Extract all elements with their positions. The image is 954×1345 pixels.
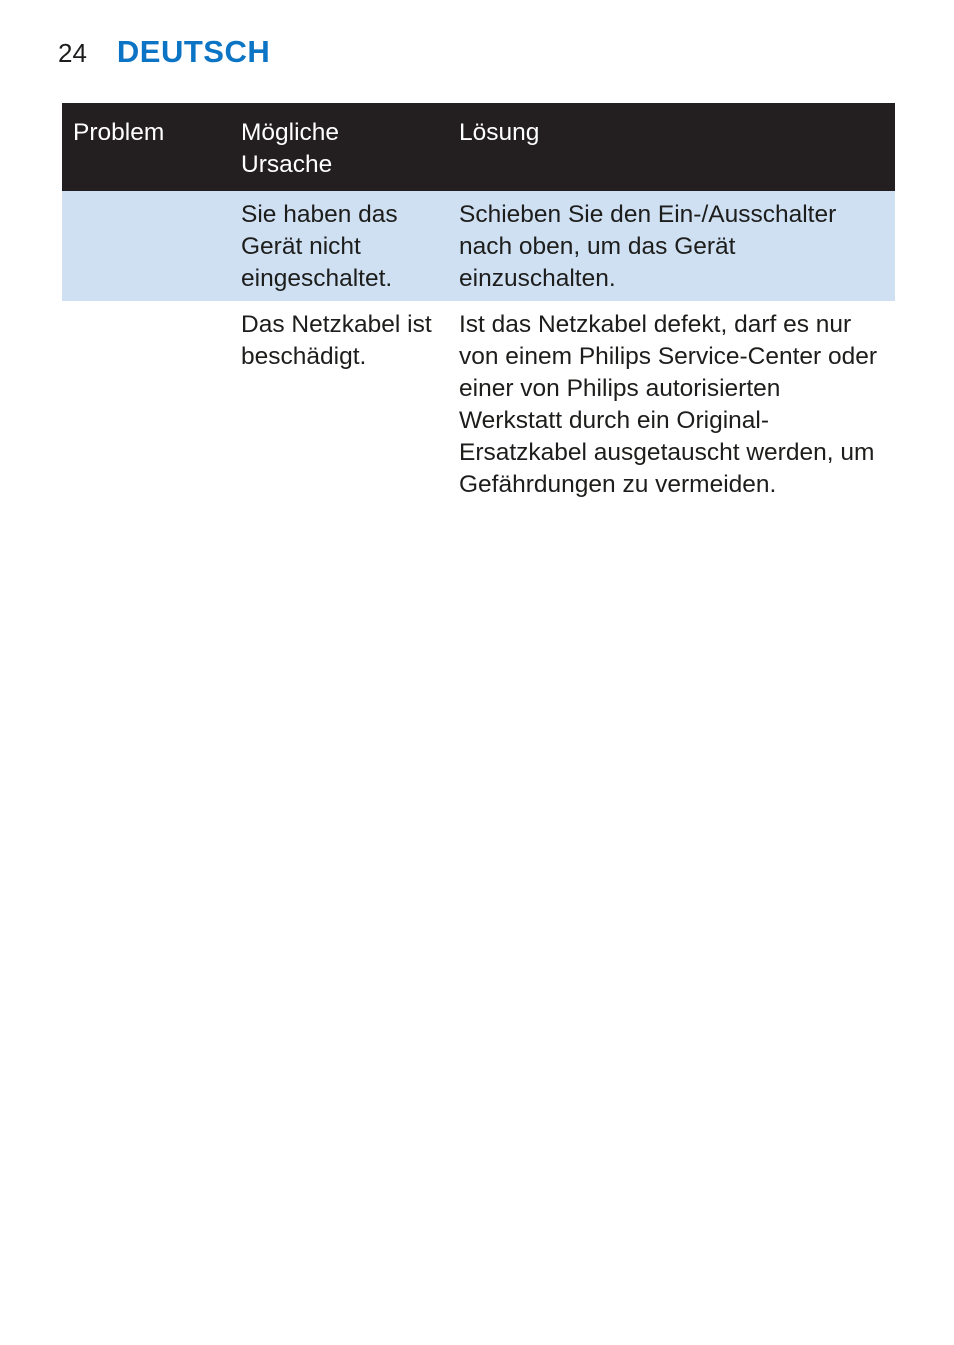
column-header-cause [229,103,459,191]
cell-cause [229,191,459,301]
column-header-solution: Lösung [459,119,540,146]
cell-solution: Schieben Sie den Ein-/Ausschalter nach oben, um das Gerät einzuschalten. [459,201,837,292]
cell-problem [62,301,229,501]
section-title: DEUTSCH [116,34,271,69]
column-header-cause-label: Mögliche Ursache [241,119,340,178]
table-header-row [62,103,895,191]
table-row [62,301,895,501]
cell-problem [62,191,229,301]
cell-cause [229,301,459,501]
cell-cause-text: Sie haben das Gerät nicht eingeschaltet. [241,201,398,292]
cell-solution: Ist das Netzkabel defekt, darf es nur von einem Philips Service-Center oder einer von Philips autorisierten Werkstatt durch ein Original-Ersatzkabel ausgetauscht werden, um Gefährdungen zu vermeiden. [459,311,878,498]
troubleshooting-table [62,103,895,501]
cell-cause-text: Das Netzkabel ist beschädigt. [241,311,432,370]
column-header-problem: Problem [73,119,165,146]
page-header [58,34,270,70]
table-row [62,191,895,301]
page-number: 24 [58,38,87,68]
